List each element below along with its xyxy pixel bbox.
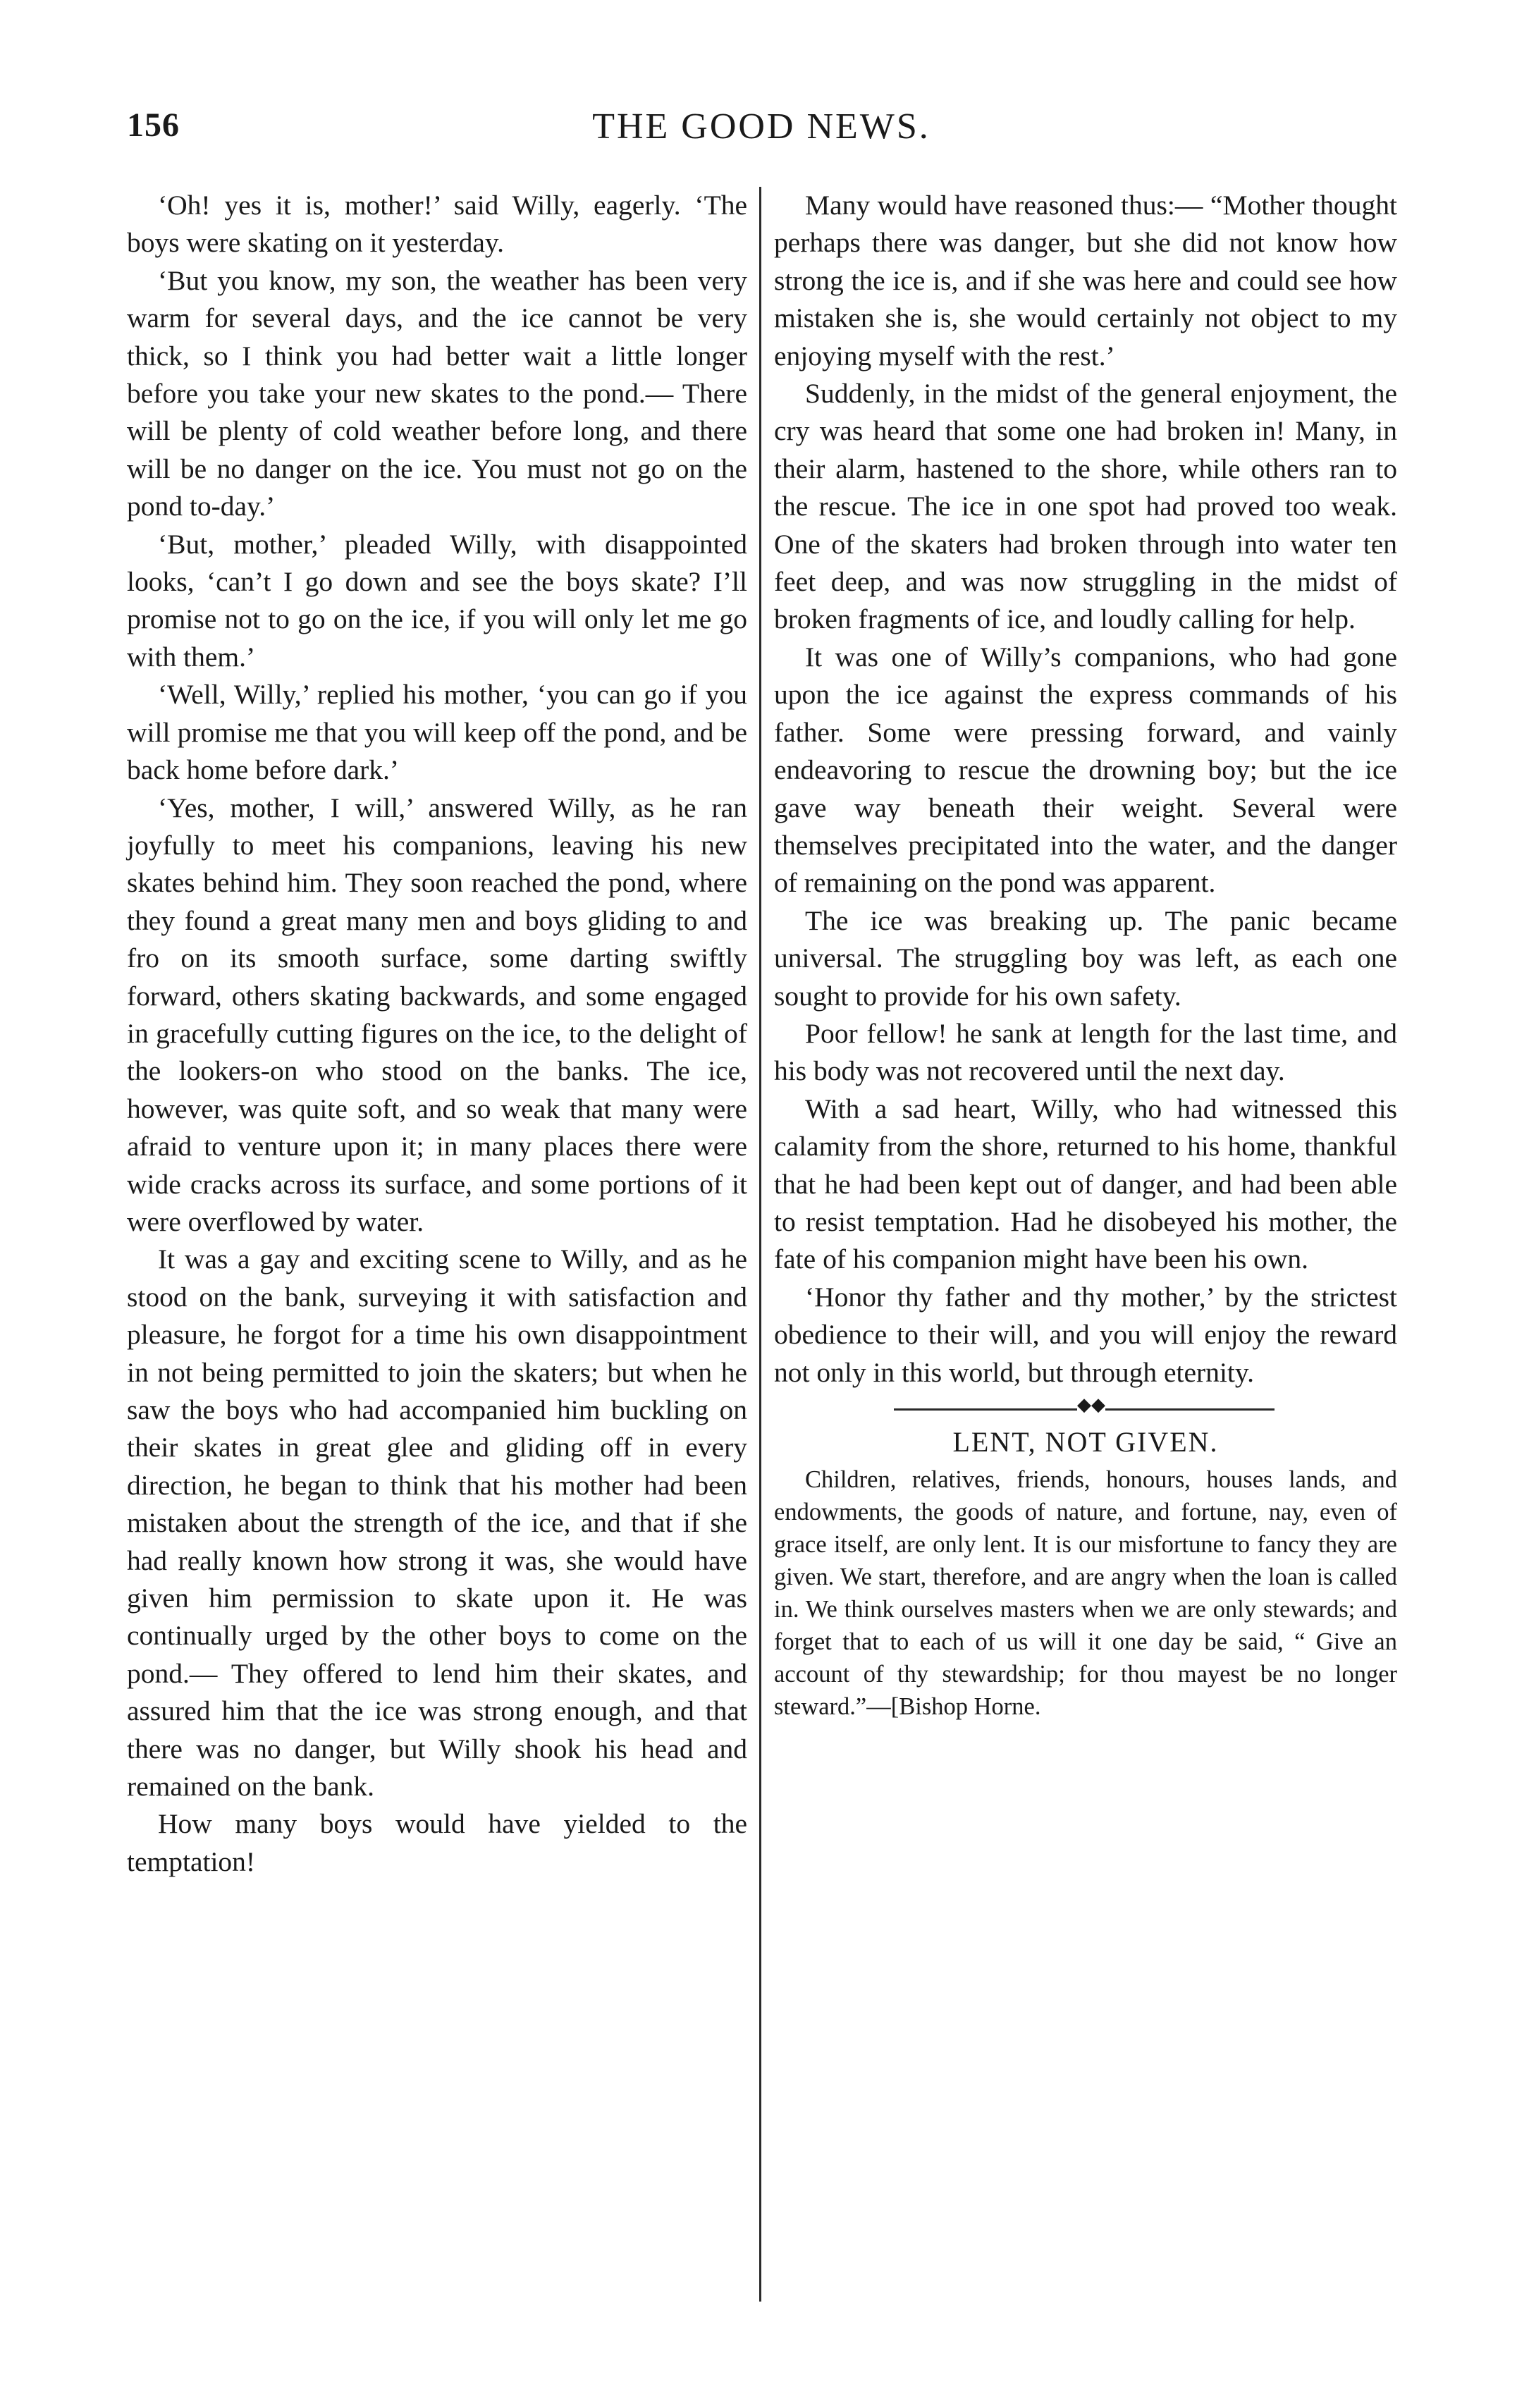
- page-number: 156: [127, 106, 180, 144]
- paragraph: ‘But, mother,’ pleaded Willy, with disappointed looks, ‘can’t I go down and see the boys skate? I’ll promise not to go on the ice, if you will only let me go with them.’: [127, 528, 747, 672]
- column-divider: [759, 187, 761, 2302]
- paragraph: The ice was breaking up. The panic became universal. The struggling boy was left, as each one sought to provide for his own safety.: [774, 904, 1397, 1012]
- paragraph: Suddenly, in the midst of the general enjoyment, the cry was heard that some one had broken in! Many, in their alarm, hastened to the shore, while others ran to the rescue. The ice in one spot had proved too weak. One of the skaters had broken through into water ten feet deep, and was now struggling in the midst of broken fragments of ice, and loudly calling for help.: [774, 378, 1397, 635]
- paragraph: How many boys would have yielded to the temptation!: [127, 1808, 747, 1877]
- paragraph: Many would have reasoned thus:— “Mother thought perhaps there was danger, but she did not know how strong the ice is, and if she was here and could see how mistaken she is, she would certainly not object to my enjoying myself with the rest.’: [774, 190, 1397, 371]
- paragraph: ‘Well, Willy,’ replied his mother, ‘you can go if you will promise me that you will keep off the pond, and be back home before dark.’: [127, 679, 747, 786]
- section-title: LENT, NOT GIVEN.: [952, 1426, 1219, 1458]
- paragraph: ‘But you know, my son, the weather has been very warm for several days, and the ice cannot be very thick, so I think you had better wait a little longer before you take your new skates to the pond.— There will be plenty of cold weather before long, and there will be no danger on the ice. You must not go on the pond to-day.’: [127, 264, 747, 522]
- section-body: [774, 1463, 1397, 1723]
- running-title: THE GOOD NEWS.: [592, 106, 931, 147]
- page-header: [127, 106, 1396, 162]
- paragraph: ‘Oh! yes it is, mother!’ said Willy, eagerly. ‘The boys were skating on it yesterday.: [127, 190, 747, 259]
- ornament-mark-icon: ◆◆: [1077, 1394, 1105, 1415]
- paragraph: ‘Yes, mother, I will,’ answered Willy, as he ran joyfully to meet his companions, leaving his new skates behind him. They soon reached the pond, where they found a great many men and boys gliding to and fro on its smooth surface, some darting swiftly forward, others skating backwards, and some engaged in gracefully cutting figures on the ice, to the delight of the lookers-on who stood on the banks. The ice, however, was quite soft, and so weak that many were afraid to venture upon it; in many places there were wide cracks across its surface, and some portions of it were overflowed by water.: [127, 792, 747, 1237]
- paragraph: Children, relatives, friends, honours, houses lands, and endowments, the goods of nature, and fortune, nay, even of grace itself, are only lent. It is our misfortune to fancy they are given. We start, therefore, and are angry when the loan is called in. We think ourselves masters when we are only stewards; and forget that to each of us will it one day be said, “ Give an account of thy stewardship; for thou mayest be no longer steward.”—[Bishop Horne.: [774, 1466, 1397, 1720]
- paragraph: With a sad heart, Willy, who had witnessed this calamity from the shore, returned to his home, thankful that he had been kept out of danger, and had been able to resist temptation. Had he disobeyed his mother, the fate of his companion might have been his own.: [774, 1093, 1397, 1275]
- paragraph: ‘Honor thy father and thy mother,’ by the strictest obedience to their will, and you will enjoy the reward not only in this world, but through eternity.: [774, 1281, 1397, 1388]
- paragraph: It was a gay and exciting scene to Willy, and as he stood on the bank, surveying it with satisfaction and pleasure, he forgot for a time his own disappointment in not being permitted to join the skaters; but when he saw the boys who had accompanied him buckling on their skates in great glee and gliding off in every direction, he began to think that his mother had been mistaken about the strength of the ice, and that if she had really known how strong it was, she would have given him permission to skate upon it. He was continually urged by the other boys to come on the pond.— They offered to lend him their skates, and assured him that the ice was strong enough, and that there was no danger, but Willy shook his head and remained on the bank.: [127, 1243, 747, 1802]
- right-column: [774, 187, 1397, 1723]
- left-column: [127, 187, 747, 1881]
- paragraph: It was one of Willy’s companions, who had gone upon the ice against the express commands of his father. Some were pressing forward, and vainly endeavoring to rescue the drowning boy; but the ice gave way beneath their weight. Several were themselves precipitated into the water, and the danger of remaining on the pond was apparent.: [774, 641, 1397, 899]
- section-ornament: [774, 1394, 1397, 1420]
- paragraph: Poor fellow! he sank at length for the last time, and his body was not recovered until the next day.: [774, 1017, 1397, 1087]
